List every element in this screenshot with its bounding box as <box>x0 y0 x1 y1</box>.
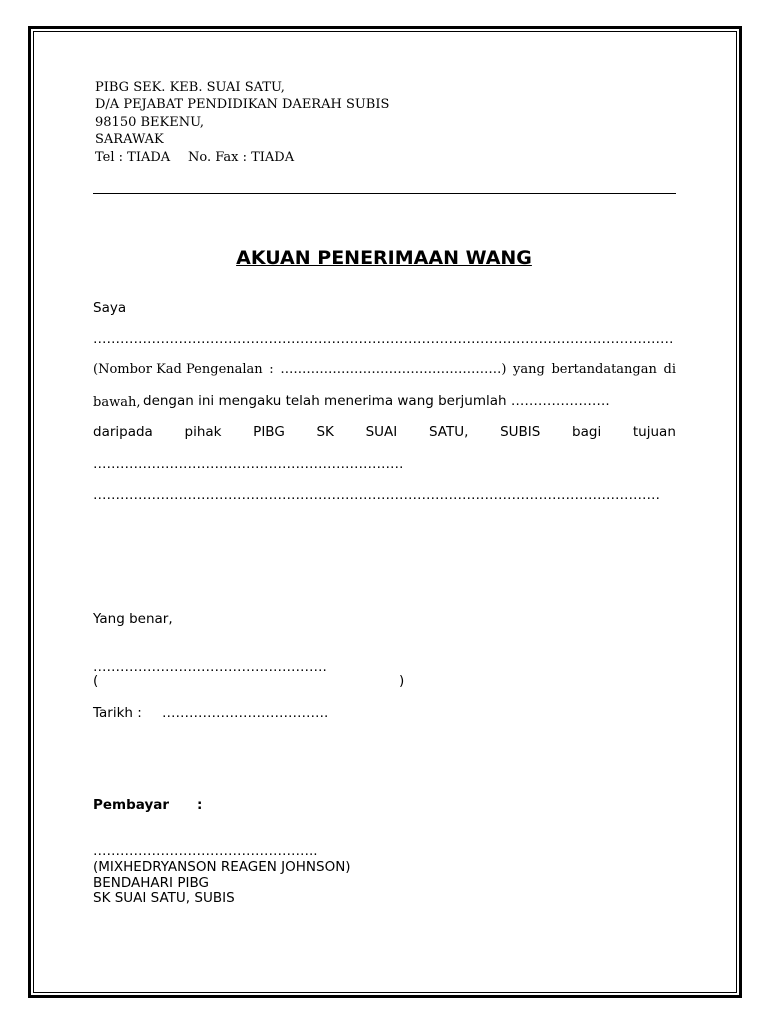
ic-dots: ……………………………………………) <box>280 362 507 377</box>
header-fax: No. Fax : TIADA <box>188 150 295 165</box>
word: SUBIS <box>500 424 541 440</box>
yang-benar-label: Yang benar, <box>93 611 173 627</box>
document-title: AKUAN PENERIMAAN WANG <box>236 247 532 269</box>
name-paren-close: ) <box>399 673 405 689</box>
statement-text: dengan ini mengaku telah menerima wang berjumlah …………………. <box>143 393 610 409</box>
ic-line <box>93 362 676 377</box>
ic-word-yang: yang <box>513 362 545 377</box>
header-line-3: 98150 BEKENU, <box>95 115 205 130</box>
payer-organisation: SK SUAI SATU, SUBIS <box>93 890 235 906</box>
saya-label: Saya <box>93 300 127 316</box>
ic-label: (Nombor Kad Pengenalan <box>93 362 263 377</box>
word: tujuan <box>632 424 676 440</box>
name-paren-open: ( <box>93 673 99 689</box>
payer-signature-dots: ………………………………………….. <box>93 843 318 859</box>
purpose-blank-dots-2: ……………………………………………………………………………………………………………… <box>93 487 660 503</box>
ic-word-di: di <box>663 362 676 377</box>
word: SATU, <box>428 424 469 440</box>
pembayar-colon: : <box>197 797 203 813</box>
header-tel: Tel : TIADA <box>95 150 171 165</box>
header-line-4: SARAWAK <box>95 132 164 147</box>
purpose-line <box>93 424 676 440</box>
name-blank-dots: ………………………………………………………………………………………………………………… <box>93 331 674 347</box>
word: daripada <box>93 424 153 440</box>
ic-word-bertandatangan: bertandatangan <box>551 362 657 377</box>
header-divider <box>93 193 676 194</box>
word: SUAI <box>365 424 398 440</box>
word: PIBG <box>253 424 285 440</box>
tarikh-label: Tarikh : <box>93 705 142 721</box>
payer-role: BENDAHARI PIBG <box>93 875 209 891</box>
tarikh-dots: ………………………………. <box>162 705 329 721</box>
word: bagi <box>572 424 602 440</box>
header-line-2: D/A PEJABAT PENDIDIKAN DAERAH SUBIS <box>95 97 390 112</box>
header-line-1: PIBG SEK. KEB. SUAI SATU, <box>95 80 285 95</box>
word: pihak <box>184 424 222 440</box>
purpose-blank-dots-1: …………………………………………………………… <box>93 456 404 472</box>
word: SK <box>316 424 334 440</box>
pembayar-label: Pembayar <box>93 797 170 813</box>
signature-dots: ……………………………………………. <box>93 659 327 675</box>
bawah-word: bawah, <box>93 395 141 410</box>
ic-colon: : <box>269 362 274 377</box>
payer-name: (MIXHEDRYANSON REAGEN JOHNSON) <box>93 859 351 875</box>
